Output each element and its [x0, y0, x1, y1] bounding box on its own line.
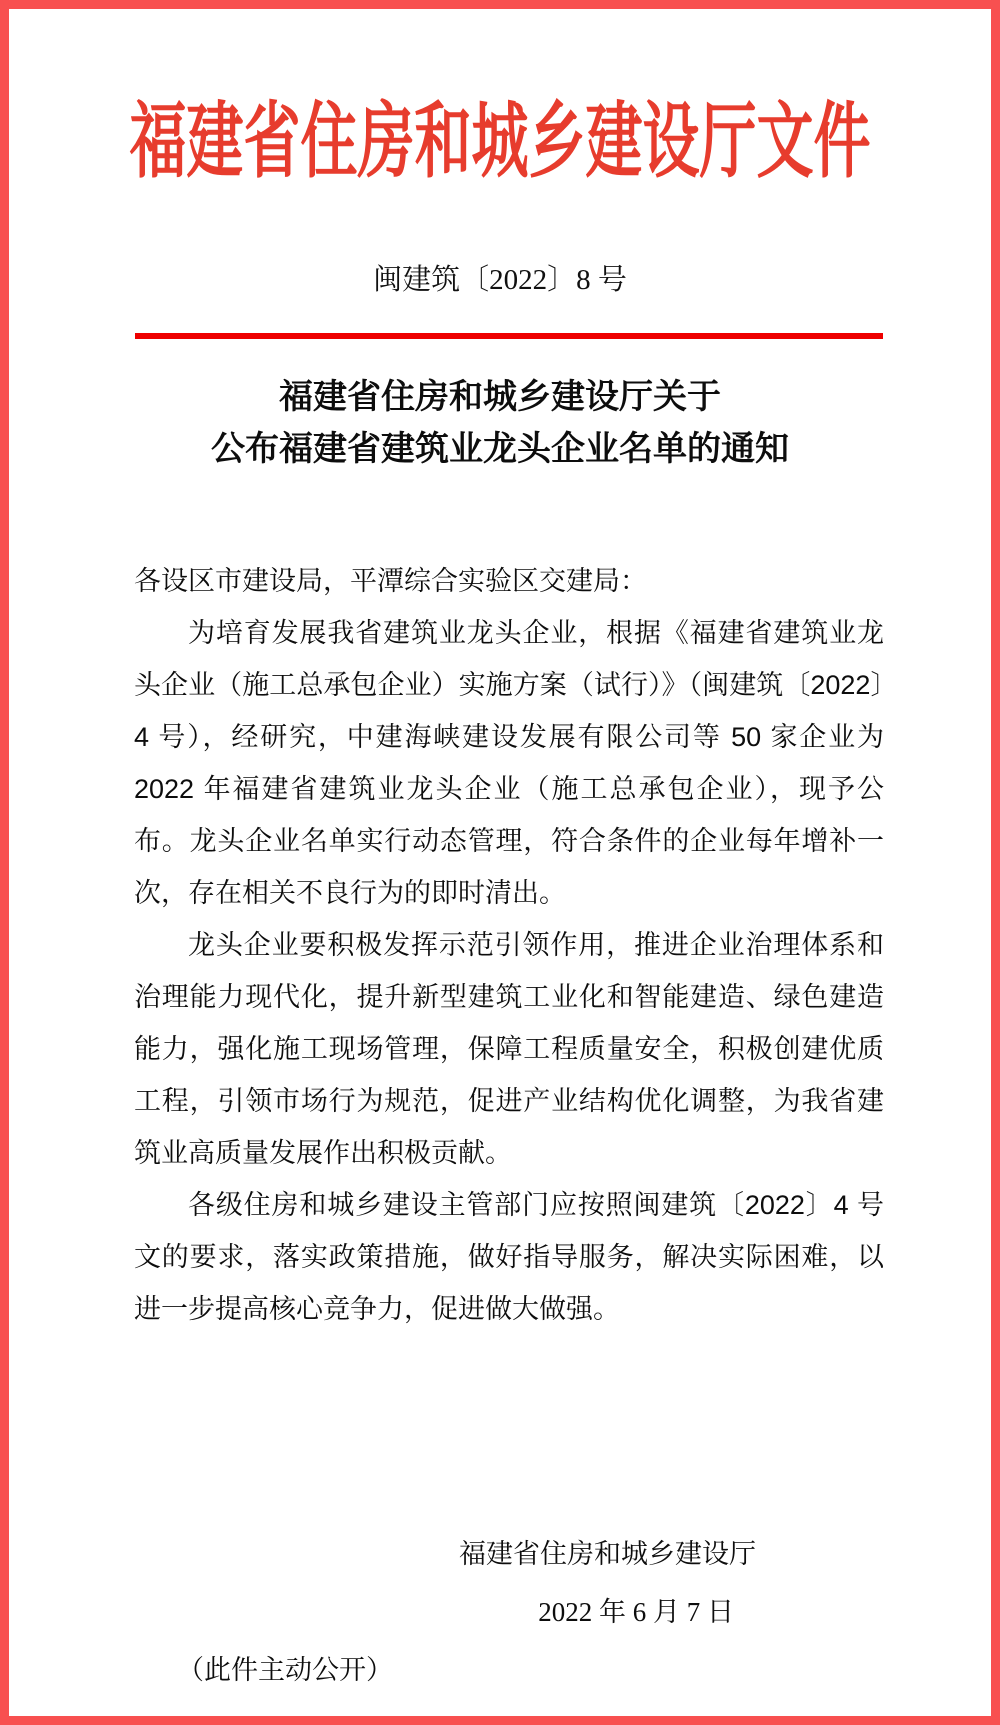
signature-agency-name: 福建省住房和城乡建设厅: [459, 1539, 756, 1569]
letterhead-divider-rule: [135, 333, 883, 339]
body-paragraph-3: 各级住房和城乡建设主管部门应按照闽建筑〔2022〕4 号文的要求，落实政策措施，做好指导服务，解决实际困难，以进一步提高核心竞争力，促进做大做强。: [134, 1190, 884, 1324]
body-paragraph-2: 龙头企业要积极发挥示范引领作用，推进企业治理体系和治理能力现代化，提升新型建筑工业化和智能建造、绿色建造能力，强化施工现场管理，保障工程质量安全，积极创建优质工程，引领市场行为规范，促进产业结构优化调整，为我省建筑业高质量发展作出积极贡献。: [134, 930, 884, 1168]
notice-title-line2: 公布福建省建筑业龙头企业名单的通知: [211, 430, 789, 468]
notice-title-line1: 福建省住房和城乡建设厅关于: [279, 378, 721, 416]
notice-title: [9, 371, 991, 475]
signature-date: 2022 年 6 月 7 日: [538, 1597, 734, 1627]
document-number: 闽建筑〔2022〕8 号: [373, 264, 627, 296]
salutation-line: 各设区市建设局，平潭综合实验区交建局：: [134, 566, 647, 596]
letterhead-agency-title: 福建省住房和城乡建设厅文件: [129, 96, 871, 189]
disclosure-note: （此件主动公开）: [177, 1655, 393, 1685]
body-paragraph-1: 为培育发展我省建筑业龙头企业，根据《福建省建筑业龙头企业（施工总承包企业）实施方案（试行）》（闽建筑〔2022〕4 号），经研究，中建海峡建设发展有限公司等 50 家企业为 2022 年福建省建筑业龙头企业（施工总承包企业），现予公布。龙头企业名单实行动态管理，符合条件的企业每年增补一次，存在相关不良行为的即时清出。: [134, 618, 884, 908]
notice-body: [134, 555, 884, 1335]
